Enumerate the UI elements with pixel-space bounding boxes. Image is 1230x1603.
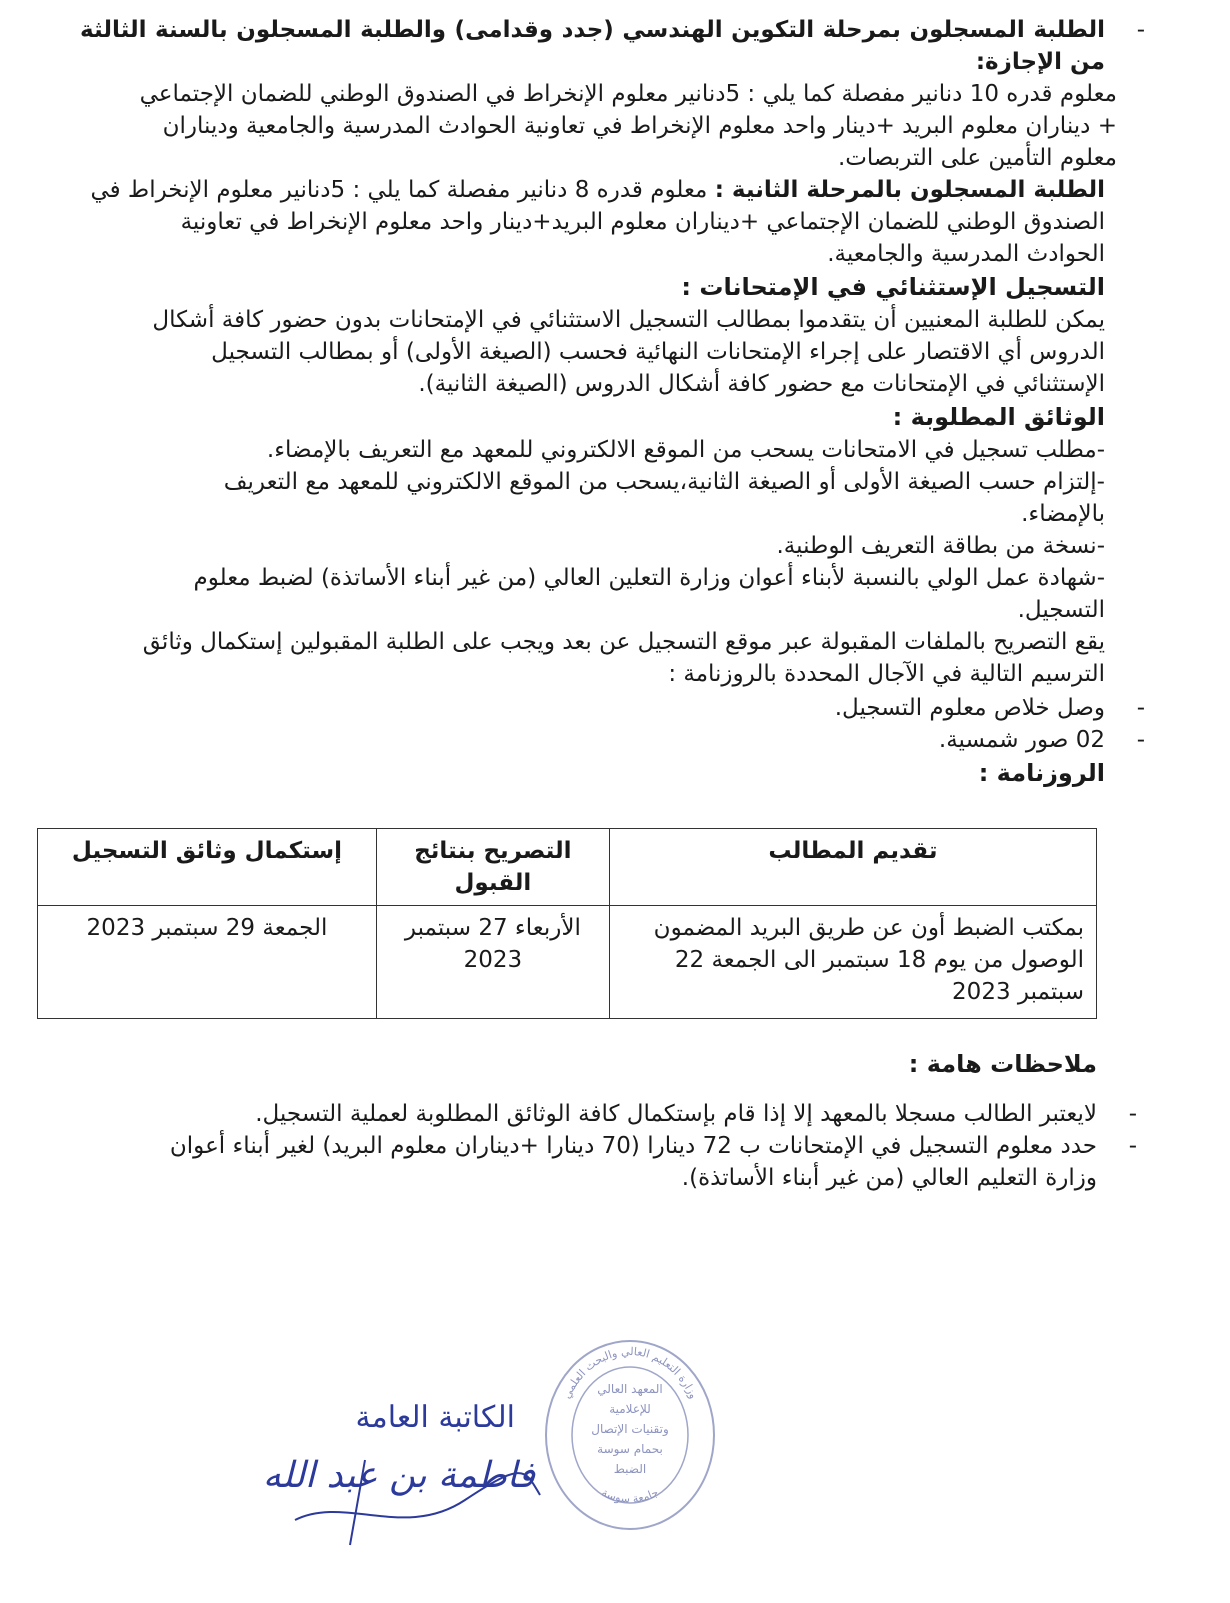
list-item bbox=[80, 724, 1145, 756]
document-item: -شهادة عمل الولي بالنسبة لأبناء أعوان وزارة التعلين العالي (من غير أبناء الأساتذة) لضبط معلوم bbox=[193, 565, 1105, 591]
table-header-row bbox=[38, 829, 1097, 906]
stamp-outer-top: وزارة التعليم العالي والبحث العلمي bbox=[559, 1344, 701, 1401]
document-item: -نسخة من بطاقة التعريف الوطنية. bbox=[776, 533, 1105, 559]
documents-note: يقع التصريح بالملفات المقبولة عبر موقع التسجيل عن بعد ويجب على الطلبة المقبولين إستكمال وثائق bbox=[142, 629, 1105, 655]
note-text: لايعتبر الطالب مسجلا بالمعهد إلا إذا قام بإستكمال كافة الوثائق المطلوبة لعملية التسجيل. bbox=[255, 1101, 1097, 1127]
document-item: التسجيل. bbox=[1017, 597, 1105, 623]
second-cycle-line: الحوادث المدرسية والجامعية. bbox=[827, 241, 1105, 267]
signature-name: فاطمة بن عبد الله bbox=[262, 1455, 535, 1496]
intro-line: معلوم قدره 10 دنانير مفصلة كما يلي : 5دنانير معلوم الإنخراط في الصندوق الوطني للضمان الإجتماعي bbox=[139, 81, 1117, 107]
list-item bbox=[80, 692, 1145, 724]
bullet-dash: - bbox=[1136, 727, 1145, 753]
document-item: -مطلب تسجيل في الامتحانات يسحب من الموقع الالكتروني للمعهد مع التعريف بالإمضاء. bbox=[266, 437, 1105, 463]
stamp-inner-line: وتقنيات الإتصال bbox=[591, 1422, 669, 1436]
intro-line: + ديناران معلوم البريد +دينار واحد معلوم الإنخراط في تعاونية الحوادث المدرسية والجامعية وديناران bbox=[162, 113, 1117, 139]
exceptional-line: الدروس أي الاقتصار على إجراء الإمتحانات النهائية فحسب (الصيغة الأولى) أو بمطالب التسجيل bbox=[211, 339, 1105, 365]
stamp-inner-line: بحمام سوسة bbox=[597, 1442, 663, 1456]
exceptional-line: الإستثنائي في الإمتحانات مع حضور كافة أشكال الدروس (الصيغة الثانية). bbox=[418, 371, 1105, 397]
svg-text:جامعة سوسة bbox=[600, 1486, 661, 1506]
stamp-outer-bottom: جامعة سوسة bbox=[599, 1485, 661, 1506]
intro-heading: الطلبة المسجلون بمرحلة التكوين الهندسي (جدد وقدامى) والطلبة المسجلون بالسنة الثالثة من الإجازة: bbox=[80, 17, 1105, 75]
bullet-dash: - bbox=[1136, 695, 1145, 721]
intro-line: معلوم التأمين على التربصات. bbox=[837, 145, 1117, 171]
signature-scribble bbox=[255, 1400, 545, 1550]
stamp-inner-line: للإعلامية bbox=[609, 1402, 651, 1416]
note-text: حدد معلوم التسجيل في الإمتحانات ب 72 دينارا (70 دينارا +ديناران معلوم البريد) لغير أبناء أعوان bbox=[169, 1133, 1097, 1159]
second-cycle-block bbox=[80, 174, 1105, 270]
documents-title: الوثائق المطلوبة : bbox=[892, 403, 1105, 431]
bullet-dash: - bbox=[1128, 1101, 1137, 1127]
list-item-text: 02 صور شمسية. bbox=[938, 727, 1105, 753]
table-header-cell: إستكمال وثائق التسجيل bbox=[38, 829, 377, 906]
notes-list bbox=[37, 1098, 1137, 1194]
document-item: -إلتزام حسب الصيغة الأولى أو الصيغة الثانية،يسحب من الموقع الالكتروني للمعهد مع التعريف bbox=[223, 469, 1105, 495]
table-row bbox=[38, 906, 1097, 1019]
table-cell: الأربعاء 27 سبتمبر 2023 bbox=[376, 906, 609, 1019]
second-cycle-label: الطلبة المسجلون بالمرحلة الثانية : bbox=[714, 177, 1105, 203]
list-item bbox=[37, 1130, 1137, 1194]
calendar-title: الروزنامة : bbox=[978, 759, 1105, 787]
stamp-inner-line: الضبط bbox=[613, 1462, 647, 1476]
table-header-cell: التصريح بنتائج القبول bbox=[376, 829, 609, 906]
signature bbox=[255, 1400, 545, 1550]
list-item bbox=[37, 1098, 1137, 1130]
intro-block bbox=[80, 14, 1145, 174]
table-cell: بمكتب الضبط أون عن طريق البريد المضمون الوصول من يوم 18 سبتمبر الى الجمعة 22 سبتمبر 2023 bbox=[609, 906, 1096, 1019]
second-cycle-text: معلوم قدره 8 دنانير مفصلة كما يلي : 5دنانير معلوم الإنخراط في bbox=[90, 177, 708, 203]
bullet-dash: - bbox=[1136, 17, 1145, 43]
notes-title: ملاحظات هامة : bbox=[908, 1050, 1097, 1078]
second-cycle-line: الصندوق الوطني للضمان الإجتماعي +ديناران معلوم البريد+دينار واحد معلوم الإنخراط في تعاونية bbox=[180, 209, 1105, 235]
exceptional-title: التسجيل الإستثنائي في الإمتحانات : bbox=[681, 273, 1105, 301]
stamp-inner-line: المعهد العالي bbox=[597, 1382, 663, 1396]
document-item: بالإمضاء. bbox=[1021, 501, 1105, 527]
documents-note: الترسيم التالية في الآجال المحددة بالروزنامة : bbox=[668, 661, 1105, 687]
table-cell: الجمعة 29 سبتمبر 2023 bbox=[38, 906, 377, 1019]
official-stamp bbox=[540, 1335, 720, 1530]
note-text: وزارة التعليم العالي (من غير أبناء الأساتذة). bbox=[681, 1165, 1097, 1191]
bullet-dash: - bbox=[1128, 1133, 1137, 1159]
signature-title: الكاتبة العامة bbox=[355, 1400, 515, 1435]
list-item-text: وصل خلاص معلوم التسجيل. bbox=[834, 695, 1105, 721]
calendar-table bbox=[37, 828, 1097, 1019]
table-header-cell: تقديم المطالب bbox=[609, 829, 1096, 906]
exceptional-line: يمكن للطلبة المعنيين أن يتقدموا بمطالب التسجيل الاستثنائي في الإمتحانات بدون حضور كافة أشكال bbox=[152, 307, 1105, 333]
